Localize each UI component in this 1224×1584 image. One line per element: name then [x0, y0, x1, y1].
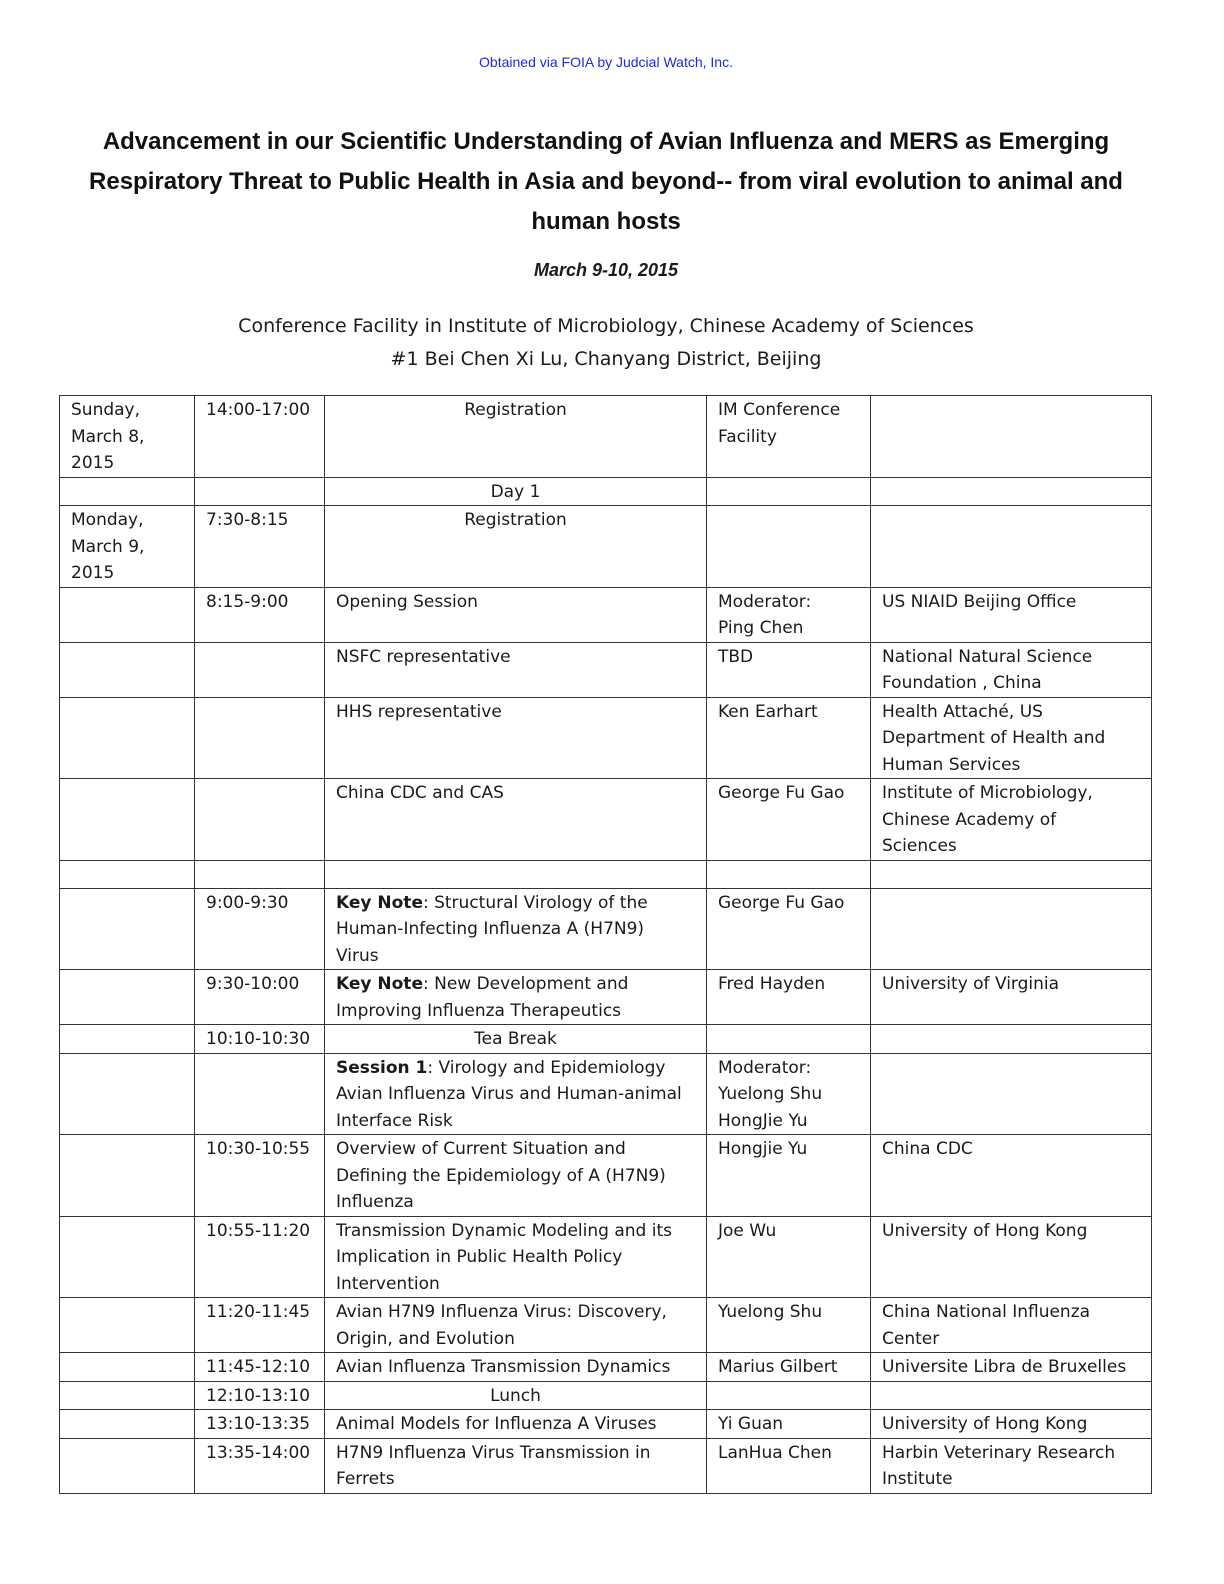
agenda-affiliation-cell [871, 1353, 1152, 1382]
agenda-speaker-cell [707, 1025, 871, 1054]
agenda-time-cell [195, 860, 325, 888]
agenda-affiliation-cell [871, 1381, 1152, 1410]
agenda-topic-line [336, 890, 695, 917]
agenda-row [60, 1053, 1152, 1135]
agenda-time-cell [195, 477, 325, 506]
agenda-day-cell [60, 1381, 195, 1410]
agenda-row [60, 587, 1152, 642]
agenda-affiliation-line: National Natural Science [882, 646, 1093, 667]
agenda-speaker-cell [707, 396, 871, 478]
venue-line: Conference Facility in Institute of Microbiology, Chinese Academy of Sciences [238, 315, 974, 337]
agenda-affiliation-cell [871, 1053, 1152, 1135]
agenda-day-line: Sunday, [71, 400, 141, 420]
agenda-day-cell [60, 587, 195, 642]
agenda-row [60, 1381, 1152, 1410]
agenda-speaker-cell [707, 779, 871, 861]
agenda-speaker-line: IM Conference [718, 400, 841, 420]
agenda-topic-line: Overview of Current Situation and [336, 1139, 626, 1159]
agenda-topic-line: Implication in Public Health Policy [336, 1247, 623, 1267]
agenda-speaker-cell [707, 697, 871, 779]
agenda-time-cell [195, 587, 325, 642]
agenda-speaker-line: LanHua Chen [718, 1442, 832, 1463]
agenda-time-cell [195, 1298, 325, 1353]
agenda-topic-line: Tea Break [474, 1029, 557, 1049]
agenda-topic-cell [325, 477, 707, 506]
agenda-row [60, 1410, 1152, 1439]
agenda-speaker-line: Ken Earhart [718, 701, 818, 722]
agenda-affiliation-cell [871, 642, 1152, 697]
agenda-day-cell [60, 1438, 195, 1493]
agenda-day-line: March 8, [71, 426, 145, 447]
agenda-time-cell [195, 697, 325, 779]
agenda-topic-line: Avian Influenza Transmission Dynamics [336, 1357, 671, 1377]
agenda-topic-line: H7N9 Influenza Virus Transmission in [336, 1442, 651, 1463]
agenda-topic-line: Interface Risk [336, 1110, 453, 1131]
agenda-topic-label: Key Note [336, 974, 423, 994]
agenda-topic-line: Improving Influenza Therapeutics [336, 1000, 622, 1021]
agenda-speaker-cell [707, 1216, 871, 1298]
agenda-topic-cell [325, 396, 707, 478]
agenda-topic-line: Registration [464, 400, 567, 420]
agenda-row [60, 888, 1152, 970]
agenda-topic-cell [325, 970, 707, 1025]
agenda-topic-line: Registration [464, 510, 567, 530]
agenda-speaker-cell [707, 888, 871, 970]
agenda-day-cell [60, 970, 195, 1025]
agenda-affiliation-cell [871, 1216, 1152, 1298]
agenda-day-line: 2015 [71, 453, 115, 473]
agenda-day-cell [60, 642, 195, 697]
agenda-speaker-line: Fred Hayden [718, 974, 826, 994]
agenda-topic-line: Day 1 [490, 481, 541, 502]
agenda-affiliation-cell [871, 396, 1152, 478]
agenda-affiliation-line: Human Services [882, 754, 1021, 775]
agenda-speaker-cell [707, 1438, 871, 1493]
agenda-affiliation-line: Chinese Academy of [882, 809, 1057, 830]
agenda-topic-line: Avian Influenza Virus and Human-animal [336, 1084, 682, 1104]
agenda-day-cell [60, 779, 195, 861]
agenda-speaker-line: George Fu Gao [718, 892, 845, 913]
agenda-speaker-line: Facility [718, 426, 777, 447]
agenda-topic-line: NSFC representative [336, 646, 511, 667]
agenda-day-cell [60, 396, 195, 478]
agenda-affiliation-cell [871, 587, 1152, 642]
agenda-topic-line: Origin, and Evolution [336, 1328, 515, 1349]
agenda-time: 14:00-17:00 [206, 400, 311, 420]
agenda-affiliation-line: Harbin Veterinary Research [882, 1442, 1116, 1463]
agenda-speaker-line: Yuelong Shu [718, 1302, 823, 1322]
agenda-speaker-line: Yuelong Shu [718, 1084, 823, 1104]
agenda-affiliation-line: China National Influenza [882, 1302, 1091, 1322]
agenda-time: 9:30-10:00 [206, 974, 300, 994]
agenda-day-cell [60, 1053, 195, 1135]
agenda-speaker-cell [707, 1410, 871, 1439]
agenda-affiliation-line: Institute of Microbiology, [882, 783, 1093, 803]
agenda-day-line: March 9, [71, 536, 145, 557]
agenda-affiliation-cell [871, 860, 1152, 888]
agenda-speaker-line: Ping Chen [718, 618, 804, 638]
agenda-topic-line: Human-Infecting Influenza A (H7N9) [336, 919, 645, 939]
agenda-affiliation-line: Universite Libra de Bruxelles [882, 1357, 1127, 1377]
agenda-affiliation-line: Health Attaché, US [882, 701, 1043, 722]
agenda-row [60, 860, 1152, 888]
agenda-topic-line: Ferrets [336, 1469, 395, 1489]
agenda-day-cell [60, 888, 195, 970]
agenda-topic-cell [325, 1410, 707, 1439]
agenda-speaker-cell [707, 587, 871, 642]
agenda-topic-cell [325, 587, 707, 642]
agenda-topic-cell [325, 1135, 707, 1217]
agenda-time-cell [195, 642, 325, 697]
agenda-affiliation-line: China CDC [882, 1139, 973, 1159]
agenda-topic-text: : Virology and Epidemiology [427, 1057, 666, 1078]
agenda-row [60, 642, 1152, 697]
agenda-speaker-line: Joe Wu [718, 1220, 777, 1241]
agenda-speaker-cell [707, 860, 871, 888]
agenda-topic-line: Intervention [336, 1273, 440, 1294]
agenda-time: 10:30-10:55 [206, 1139, 311, 1159]
agenda-topic-line [336, 971, 695, 998]
agenda-time: 10:55-11:20 [206, 1220, 311, 1241]
agenda-day-cell [60, 506, 195, 588]
agenda-topic-cell [325, 697, 707, 779]
agenda-topic-cell [325, 1216, 707, 1298]
agenda-day-cell [60, 697, 195, 779]
agenda-speaker-cell [707, 1135, 871, 1217]
agenda-time-cell [195, 1135, 325, 1217]
agenda-speaker-cell [707, 1353, 871, 1382]
agenda-affiliation-line: Foundation , China [882, 673, 1042, 693]
document-title [60, 122, 1152, 242]
agenda-speaker-cell [707, 506, 871, 588]
agenda-time-cell [195, 396, 325, 478]
agenda-time-cell [195, 506, 325, 588]
agenda-speaker-line: HongJie Yu [718, 1110, 808, 1131]
agenda-speaker-cell [707, 642, 871, 697]
agenda-day-cell [60, 1216, 195, 1298]
agenda-time-cell [195, 1438, 325, 1493]
agenda-topic-cell [325, 888, 707, 970]
agenda-affiliation-cell [871, 697, 1152, 779]
title-line: Advancement in our Scientific Understanding of Avian Influenza and MERS as Emerging [102, 128, 1110, 155]
agenda-affiliation-line: University of Hong Kong [882, 1414, 1088, 1434]
agenda-topic-cell [325, 779, 707, 861]
agenda-time: 11:45-12:10 [206, 1357, 311, 1377]
agenda-affiliation-line: University of Hong Kong [882, 1220, 1088, 1241]
agenda-row [60, 1025, 1152, 1054]
agenda-row [60, 779, 1152, 861]
agenda-row [60, 970, 1152, 1025]
agenda-row [60, 396, 1152, 478]
agenda-affiliation-cell [871, 477, 1152, 506]
agenda-topic-cell [325, 506, 707, 588]
agenda-day-line: Monday, [71, 510, 144, 530]
agenda-time: 9:00-9:30 [206, 892, 289, 913]
agenda-speaker-line: Moderator: [718, 591, 812, 612]
agenda-topic-label: Key Note [336, 892, 423, 913]
agenda-time-cell [195, 888, 325, 970]
agenda-row [60, 1438, 1152, 1493]
agenda-topic-line: Opening Session [336, 591, 478, 612]
agenda-row [60, 1216, 1152, 1298]
agenda-affiliation-cell [871, 1438, 1152, 1493]
agenda-topic-line: Influenza [336, 1192, 414, 1212]
agenda-affiliation-cell [871, 888, 1152, 970]
agenda-topic-line: Lunch [490, 1385, 541, 1406]
agenda-speaker-cell [707, 1381, 871, 1410]
agenda-time-cell [195, 1025, 325, 1054]
agenda-affiliation-line: Sciences [882, 836, 957, 856]
agenda-day-cell [60, 1025, 195, 1054]
agenda-time-cell [195, 1381, 325, 1410]
agenda-topic-line [336, 1055, 695, 1082]
agenda-speaker-line: TBD [718, 646, 754, 667]
agenda-affiliation-line: Institute [882, 1469, 953, 1489]
agenda-topic-label: Session 1 [336, 1057, 428, 1078]
agenda-affiliation-line: Department of Health and [882, 728, 1106, 748]
agenda-topic-line: Animal Models for Influenza A Viruses [336, 1414, 657, 1434]
agenda-affiliation-cell [871, 1025, 1152, 1054]
agenda-time: 13:35-14:00 [206, 1442, 311, 1463]
agenda-row [60, 477, 1152, 506]
agenda-affiliation-line: University of Virginia [882, 974, 1060, 994]
agenda-affiliation-cell [871, 970, 1152, 1025]
agenda-affiliation-cell [871, 1135, 1152, 1217]
agenda-day-cell [60, 1353, 195, 1382]
agenda-speaker-line: Yi Guan [718, 1414, 784, 1434]
agenda-topic-line: HHS representative [336, 701, 502, 722]
agenda-day-cell [60, 1135, 195, 1217]
agenda-speaker-line: Hongjie Yu [718, 1139, 808, 1159]
agenda-day-line: 2015 [71, 563, 115, 583]
agenda-topic-line: Virus [336, 945, 379, 966]
agenda-time-cell [195, 1353, 325, 1382]
agenda-speaker-cell [707, 1053, 871, 1135]
agenda-topic-line: China CDC and CAS [336, 783, 504, 803]
agenda-affiliation-line: US NIAID Beijing Office [882, 591, 1077, 612]
foia-watermark: Obtained via FOIA by Judcial Watch, Inc. [479, 54, 733, 70]
agenda-time-cell [195, 779, 325, 861]
agenda-affiliation-cell [871, 1298, 1152, 1353]
agenda-time: 13:10-13:35 [206, 1414, 311, 1434]
agenda-time: 7:30-8:15 [206, 510, 289, 530]
agenda-speaker-cell [707, 1298, 871, 1353]
agenda-time-cell [195, 1216, 325, 1298]
agenda-affiliation-line: Center [882, 1328, 940, 1349]
agenda-topic-cell [325, 1053, 707, 1135]
agenda-speaker-line: Moderator: [718, 1057, 812, 1078]
agenda-speaker-line: Marius Gilbert [718, 1357, 838, 1377]
agenda-row [60, 697, 1152, 779]
agenda-time: 11:20-11:45 [206, 1302, 311, 1322]
agenda-speaker-line: George Fu Gao [718, 783, 845, 803]
agenda-topic-text: : New Development and [422, 974, 629, 994]
agenda-day-cell [60, 860, 195, 888]
title-line: human hosts [531, 208, 681, 235]
agenda-affiliation-cell [871, 506, 1152, 588]
agenda-topic-cell [325, 1438, 707, 1493]
agenda-affiliation-cell [871, 1410, 1152, 1439]
agenda-topic-line: Defining the Epidemiology of A (H7N9) [336, 1165, 666, 1186]
event-venue [0, 310, 1212, 376]
agenda-topic-line: Avian H7N9 Influenza Virus: Discovery, [336, 1302, 667, 1322]
agenda-table [59, 395, 1152, 1494]
agenda-time-cell [195, 970, 325, 1025]
agenda-time-cell [195, 1410, 325, 1439]
title-line: Respiratory Threat to Public Health in Asia and beyond-- from viral evolution to animal and [89, 168, 1123, 195]
agenda-topic-cell [325, 642, 707, 697]
agenda-row [60, 1135, 1152, 1217]
agenda-row [60, 506, 1152, 588]
agenda-day-cell [60, 1410, 195, 1439]
agenda-speaker-cell [707, 970, 871, 1025]
agenda-topic-cell [325, 1298, 707, 1353]
agenda-topic-line: Transmission Dynamic Modeling and its [336, 1220, 672, 1241]
venue-line: #1 Bei Chen Xi Lu, Chanyang District, Beijing [390, 348, 822, 370]
event-date: March 9-10, 2015 [533, 260, 679, 280]
agenda-body [60, 396, 1152, 1494]
agenda-time: 10:10-10:30 [206, 1029, 311, 1049]
agenda-row [60, 1353, 1152, 1382]
agenda-speaker-cell [707, 477, 871, 506]
agenda-time: 8:15-9:00 [206, 591, 289, 612]
agenda-time-cell [195, 1053, 325, 1135]
agenda-day-cell [60, 1298, 195, 1353]
agenda-topic-cell [325, 1353, 707, 1382]
agenda-time: 12:10-13:10 [206, 1385, 311, 1406]
agenda-affiliation-cell [871, 779, 1152, 861]
agenda-topic-cell [325, 1381, 707, 1410]
agenda-topic-cell [325, 860, 707, 888]
agenda-row [60, 1298, 1152, 1353]
agenda-topic-cell [325, 1025, 707, 1054]
agenda-topic-text: : Structural Virology of the [422, 892, 648, 913]
agenda-day-cell [60, 477, 195, 506]
